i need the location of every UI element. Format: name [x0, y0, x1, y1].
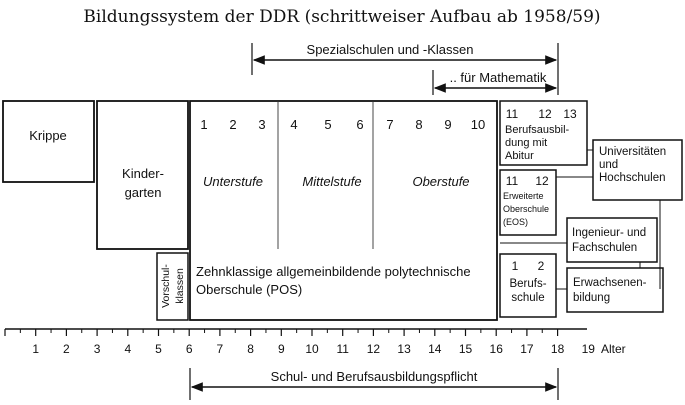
svg-text:Krippe: Krippe: [29, 128, 67, 143]
axis-label: 4: [124, 342, 132, 356]
grade-number: 11: [505, 107, 519, 121]
ingenieur-fachschulen-box: [567, 218, 657, 262]
erwachsenenbildung-box: [567, 268, 663, 312]
svg-text:und: und: [599, 159, 619, 171]
krippe-box: [3, 101, 94, 182]
universitaeten-box: [593, 140, 682, 200]
grade-number: 2: [537, 259, 545, 273]
spezialschulen-arrow: [252, 42, 558, 95]
grade-number: 8: [415, 117, 423, 132]
grade-number: 1: [511, 259, 519, 273]
axis-label: 2: [63, 342, 70, 356]
axis-label: 7: [216, 342, 224, 356]
svg-text:Fachschulen: Fachschulen: [572, 242, 638, 254]
age-axis: [5, 329, 626, 356]
pos-label-line1: Zehnklassige allgemeinbildende polytechnische: [196, 264, 471, 279]
svg-text:dung mit: dung mit: [505, 137, 548, 149]
axis-label: 9: [277, 342, 285, 356]
axis-label: 10: [305, 342, 319, 356]
axis-label: 11: [336, 342, 349, 356]
axis-unit-label: Alter: [601, 342, 626, 356]
axis-label: 6: [185, 342, 193, 356]
berufsausbildung-abitur-box: [500, 101, 587, 165]
pos-box: [190, 101, 497, 320]
grade-number: 9: [444, 117, 452, 132]
grade-number: 10: [470, 117, 486, 132]
schulpflicht-arrow: [190, 368, 558, 400]
svg-text:Berufs-: Berufs-: [509, 278, 547, 290]
svg-text:Oberschule: Oberschule: [503, 204, 550, 214]
svg-text:Abitur: Abitur: [505, 150, 534, 162]
grade-number: 2: [229, 117, 237, 132]
svg-text:(EOS): (EOS): [503, 217, 529, 227]
svg-text:Universitäten: Universitäten: [599, 146, 667, 158]
svg-text:Kinder-: Kinder-: [122, 166, 164, 181]
axis-label: 19: [581, 342, 595, 356]
eos-box: [500, 170, 556, 235]
kindergarten-box: [97, 101, 188, 249]
axis-label: 14: [428, 342, 442, 356]
axis-label: 16: [489, 342, 503, 356]
vorschulklassen-box: [157, 253, 188, 320]
grade-number: 12: [535, 174, 549, 188]
svg-text:Berufsausbil-: Berufsausbil-: [505, 124, 570, 136]
pos-label-line2: Oberschule (POS): [196, 282, 303, 297]
axis-label: 8: [247, 342, 254, 356]
mathematik-label: .. für Mathematik: [449, 70, 547, 85]
oberstufe-label: Oberstufe: [412, 174, 470, 189]
svg-text:garten: garten: [124, 185, 162, 200]
grade-number: 5: [324, 117, 332, 132]
svg-text:schule: schule: [511, 292, 545, 304]
mittelstufe-label: Mittelstufe: [302, 174, 362, 189]
unterstufe-label: Unterstufe: [203, 174, 263, 189]
spezialschulen-label: Spezialschulen und -Klassen: [306, 42, 474, 57]
axis-label: 18: [550, 342, 565, 356]
grade-number: 11: [505, 174, 519, 188]
diagram-title: Bildungssystem der DDR (schrittweiser Aufbau ab 1958/59): [83, 7, 601, 27]
svg-text:bildung: bildung: [573, 292, 611, 304]
axis-label: 13: [397, 342, 411, 356]
axis-label: 5: [155, 342, 162, 356]
grade-number: 6: [356, 117, 364, 132]
svg-text:Erwachsenen-: Erwachsenen-: [573, 277, 647, 289]
grade-number: 7: [386, 117, 394, 132]
svg-text:klassen: klassen: [174, 268, 186, 304]
svg-text:Hochschulen: Hochschulen: [599, 172, 666, 184]
schulpflicht-label: Schul- und Berufsausbildungspflicht: [270, 369, 478, 384]
axis-ticks: [5, 329, 558, 336]
grade-number: 1: [200, 117, 208, 132]
grade-number: 4: [290, 117, 298, 132]
axis-label: 1: [32, 342, 40, 356]
axis-label: 17: [520, 342, 534, 356]
svg-text:Erweiterte: Erweiterte: [503, 191, 544, 201]
grade-number: 3: [258, 117, 266, 132]
axis-labels: [32, 342, 595, 356]
mathematik-arrow: [433, 70, 556, 95]
axis-label: 3: [93, 342, 101, 356]
axis-label: 15: [458, 342, 473, 356]
grade-number: 13: [563, 107, 577, 121]
svg-text:Ingenieur- und: Ingenieur- und: [572, 227, 647, 239]
berufsschule-box: [500, 254, 556, 317]
axis-label: 12: [366, 342, 381, 356]
grade-number: 12: [538, 107, 552, 121]
pos-grade-numbers: [200, 117, 485, 132]
svg-text:Vorschul-: Vorschul-: [160, 264, 172, 308]
